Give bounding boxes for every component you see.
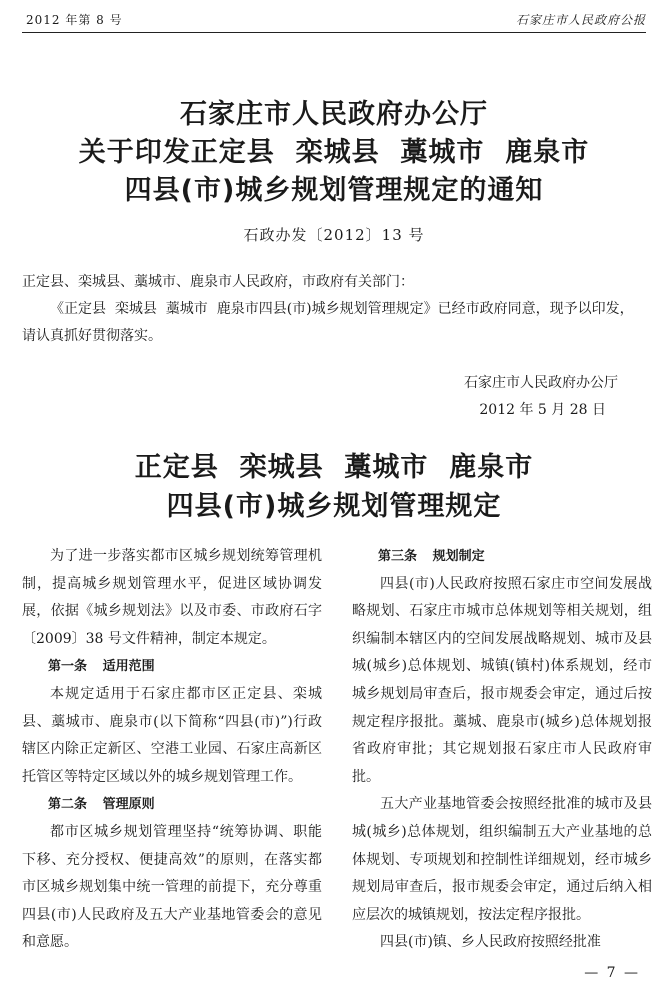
article-title: 管理原则 [102, 797, 155, 813]
article-text: 本规定适用于石家庄都市区正定县、栾城县、藁城市、鹿泉市(以下简称“四县(市)”)行政辖区内除正定新区、空港工业园、石家庄高新区托管区等特定区域以外的城乡规划管理工作。 [22, 685, 322, 785]
article-title: 适用范围 [102, 659, 155, 675]
page-number: — 7 — [584, 965, 640, 981]
addressee: 正定县、栾城县、藁城市、鹿泉市人民政府，市政府有关部门： [22, 274, 414, 290]
article-number: 第一条 [48, 659, 88, 675]
document-number: 石政办发〔2012〕13 号 [243, 226, 425, 244]
signature-block [464, 370, 618, 424]
article-heading [22, 791, 322, 819]
issue-label: 2012 年第 8 号 [26, 13, 123, 27]
article-text: 四县(市)人民政府按照石家庄市空间发展战略规划、石家庄市城市总体规划等相关规划，组织编制本辖区内的空间发展战略规划、城市及县城(城乡)总体规划、城镇(镇村)体系规划，经市城乡规划局审查后，报市规委会审定，通过后按规定程序报批。藁城、鹿泉市(城乡)总体规划报省政府审批；其它规划报石家庄市人民政府审批。 [352, 575, 652, 785]
regulation-title-line: 四县(市)城乡规划管理规定 [166, 491, 502, 522]
notice-title-line: 四县(市)城乡规划管理规定的通知 [124, 175, 544, 206]
intro-paragraph: 为了进一步落实都市区城乡规划统筹管理机制，提高城乡规划管理水平，促进区域协调发展，依据《城乡规划法》以及市委、市政府石字〔2009〕38 号文件精神，制定本规定。 [22, 548, 322, 647]
article-number: 第二条 [48, 797, 88, 813]
left-column [22, 543, 322, 957]
article-title: 规划制定 [432, 549, 485, 564]
signatory: 石家庄市人民政府办公厅 [464, 375, 618, 391]
article-number: 第三条 [378, 549, 418, 564]
article-text: 五大产业基地管委会按照经批准的城市及县城(城乡)总体规划，组织编制五大产业基地的总体规划、专项规划和控制性详细规划，经市城乡规划局审查后，报市规委会审定，通过后纳入相应层次的城镇规划，按法定程序报批。 [352, 796, 652, 923]
notice-title [0, 96, 668, 210]
article-text: 四县(市)镇、乡人民政府按照经批准 [380, 934, 601, 951]
article-text: 都市区城乡规划管理坚持“统筹协调、职能下移、充分授权、便捷高效”的原则，在落实都市区城乡规划集中统一管理的前提下，充分尊重四县(市)人民政府及五大产业基地管委会的意见和意愿。 [22, 823, 322, 951]
regulation-title-line: 正定县 栾城县 藁城市 鹿泉市 [134, 452, 534, 483]
regulation-title [0, 448, 668, 526]
issue-date: 2012 年 5 月 28 日 [479, 402, 606, 418]
page-header [22, 6, 646, 33]
article-heading [22, 653, 322, 681]
publication-name: 石家庄市人民政府公报 [515, 13, 646, 27]
notice-title-line: 石家庄市人民政府办公厅 [180, 99, 488, 130]
notice-body: 《正定县 栾城县 藁城市 鹿泉市四县(市)城乡规划管理规定》已经市政府同意，现予以印发，请认真抓好贯彻落实。 [22, 301, 634, 344]
notice-title-line: 关于印发正定县 栾城县 藁城市 鹿泉市 [78, 137, 590, 168]
article-heading [352, 543, 652, 571]
right-column [352, 543, 652, 957]
